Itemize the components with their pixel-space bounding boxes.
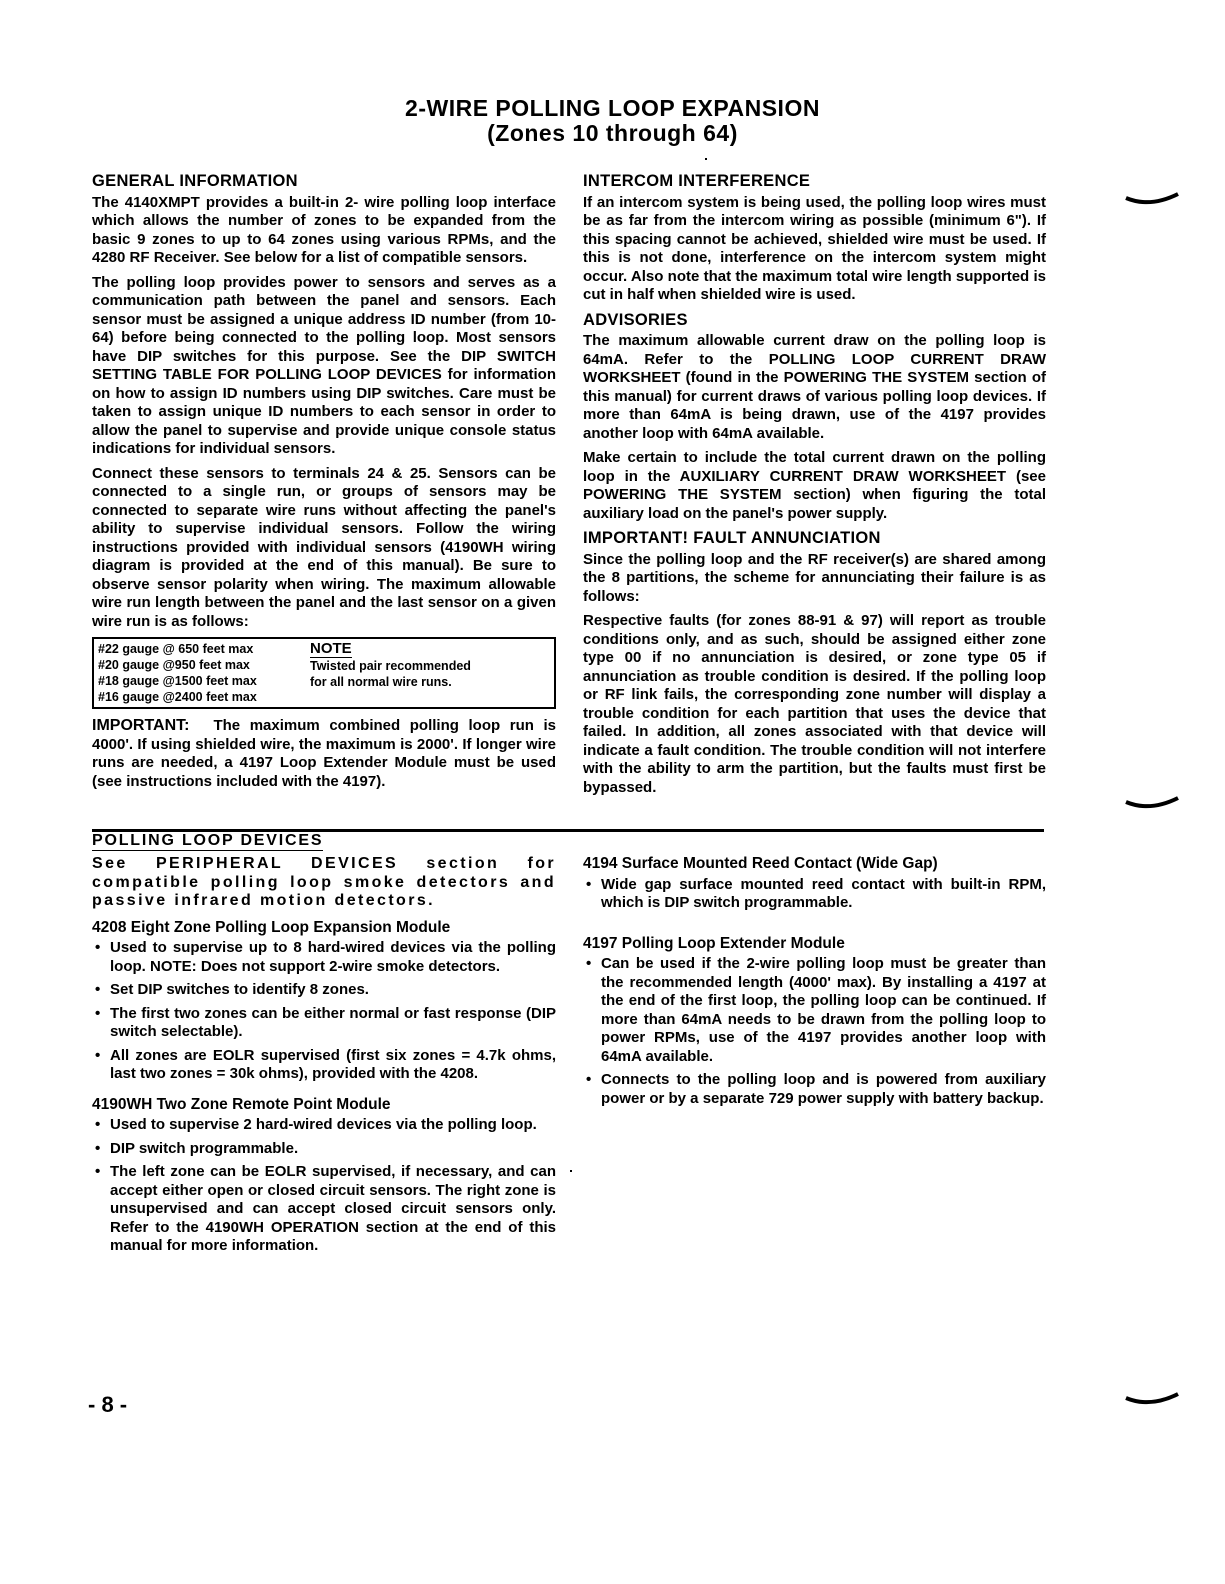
list-item: • Used to supervise up to 8 hard-wired devices via the polling loop. NOTE: Does not support 2-wire smoke detectors. [92,939,556,976]
gauge-row: #22 gauge @ 650 feet max [98,642,254,656]
binder-mark-icon [1122,192,1182,212]
list-item: • Can be used if the 2-wire polling loop must be greater than the recommended length (4000' max). By installing a 4197 at the end of the first loop, the polling loop can be continued. If more than 64mA needs to be drawn from the polling loop to power RPMs, use of the 4197 provides another loop with 64mA available. [583,955,1046,1066]
binder-mark-icon [1122,1392,1182,1412]
title-line-2: (Zones 10 through 64) [487,120,738,146]
left-column [92,170,556,797]
advisories-paragraph-2: Make certain to include the total current drawn on the polling loop in the AUXILIARY CURRENT DRAW WORKSHEET (see POWERING THE SYSTEM section) when figuring the total auxiliary load on the panel's power supply. [583,449,1046,522]
gauge-table [92,637,556,709]
list-item: • Set DIP switches to identify 8 zones. [92,981,556,1000]
important-text: The maximum combined polling loop run is 4000'. If using shielded wire, the maximum is 2000'. If longer wire runs are needed, a 4197 Loop Extender Module must be used (see instructions included with the 4197). [92,717,556,790]
gauge-note-line-2: for all normal wire runs. [310,675,452,689]
devices-intro: See PERIPHERAL DEVICES section for compatible polling loop smoke detectors and passive infrared motion detectors. [92,855,556,909]
general-paragraph-3: Connect these sensors to terminals 24 & 25. Sensors can be connected to a single run, or groups of sensors may be connected to separate wire runs without affecting the panel's ability to supervise individual sensors. Follow the wiring instructions provided with individual sensors (4190WH wiring diagram is provided at the end of this manual). Be sure to observe sensor polarity when wiring. The maximum allowable wire run length between the panel and the last sensor on a given wire run is as follows: [92,464,556,630]
list-item: • Connects to the polling loop and is powered from auxiliary power or by a separate 729 power supply with battery backup. [583,1071,1046,1108]
important-max-run [92,717,556,791]
module-4208-heading: 4208 Eight Zone Polling Loop Expansion Module [92,918,451,936]
gauge-list [98,641,310,705]
general-paragraph-2: The polling loop provides power to sensors and serves as a communication path between the panel and sensors. Each sensor must be assigned a unique address ID number (from 10-64) before being connected to the polling loop. Most sensors have DIP switches for this purpose. See the DIP SWITCH SETTING TABLE FOR POLLING LOOP DEVICES for information on how to assign ID numbers using DIP switches. Care must be taken to assign unique ID numbers to each sensor in order to allow the panel to supervise and provide unique console status indications for individual sensors. [92,273,556,457]
module-4194-list [583,876,1046,913]
advisories-heading: ADVISORIES [583,310,688,329]
list-item: • Wide gap surface mounted reed contact with built-in RPM, which is DIP switch programmable. [583,876,1046,913]
right-column [583,170,1046,803]
list-item: • The first two zones can be either normal or fast response (DIP switch selectable). [92,1005,556,1042]
module-4194-heading: 4194 Surface Mounted Reed Contact (Wide Gap) [583,855,938,872]
module-4197-list [583,955,1046,1108]
intercom-paragraph: If an intercom system is being used, the polling loop wires must be as far from the intercom wiring as possible (minimum 6"). If this spacing cannot be achieved, shielded wire must be used. If this is not done, interference on the intercom system might occur. Also note that the maximum total wire length supported is cut in half when shielded wire is used. [583,193,1046,303]
gauge-row: #18 gauge @1500 feet max [98,674,257,688]
gauge-row: #16 gauge @2400 feet max [98,690,257,704]
page-title [0,96,1225,146]
general-paragraph-1: The 4140XMPT provides a built-in 2- wire polling loop interface which allows the number of zones to be expanded from the basic 9 zones to up to 64 zones using various RPMs, and the 4280 RF Receiver. See below for a list of compatible sensors. [92,193,556,266]
title-line-1: 2-WIRE POLLING LOOP EXPANSION [405,95,820,121]
scan-speck [570,1170,572,1172]
advisories-paragraph-1: The maximum allowable current draw on the polling loop is 64mA. Refer to the POLLING LOOP CURRENT DRAW WORKSHEET (found in the POWERING THE SYSTEM section of this manual) for current draws of various polling loop devices. If more than 64mA is being drawn, use of the 4197 provides another loop with 64mA available. [583,332,1046,442]
gauge-row: #20 gauge @950 feet max [98,658,250,672]
module-4190wh-list [92,1116,556,1256]
scan-speck [705,158,707,160]
fault-paragraph-2: Respective faults (for zones 88-91 & 97) will report as trouble conditions only, and as such, should be assigned either zone type 00 if no annunciation is desired, or zone type 05 if annunciation as trouble condition is desired. If the polling loop or RF link fails, the corresponding zone number will display a trouble condition for each partition that uses the device that failed. In addition, all zones associated with that device will indicate a fault condition. The trouble condition will not interfere with the ability to arm the partition, but the faults must first be bypassed. [583,612,1046,796]
page-number: - 8 - [88,1392,128,1417]
fault-heading: IMPORTANT! FAULT ANNUNCIATION [583,529,881,547]
gauge-note-line-1: Twisted pair recommended [310,659,471,673]
devices-left-column [92,855,556,1262]
list-item: • The left zone can be EOLR supervised, if necessary, and can accept either open or closed circuit sensors. The right zone is unsupervised and can accept closed circuit sensors only. Refer to the 4190WH OPERATION section at the end of this manual for more information. [92,1163,556,1256]
gauge-note-label: NOTE [310,640,352,657]
fault-paragraph-1: Since the polling loop and the RF receiver(s) are shared among the 8 partitions, the scheme for annunciating their failure is as follows: [583,550,1046,605]
list-item: • DIP switch programmable. [92,1140,556,1159]
general-heading: GENERAL INFORMATION [92,172,298,190]
list-item: • Used to supervise 2 hard-wired devices via the polling loop. [92,1116,556,1135]
module-4208-list [92,939,556,1084]
devices-section-heading: POLLING LOOP DEVICES [92,832,324,849]
module-4197-heading: 4197 Polling Loop Extender Module [583,934,845,952]
list-item: • All zones are EOLR supervised (first six zones = 4.7k ohms, last two zones = 30k ohms), provided with the 4208. [92,1047,556,1084]
intercom-heading: INTERCOM INTERFERENCE [583,172,811,190]
module-4190wh-heading: 4190WH Two Zone Remote Point Module [92,1095,391,1113]
binder-mark-icon [1122,796,1182,816]
important-label: IMPORTANT: [92,717,190,734]
devices-right-column [583,855,1046,1114]
gauge-note [310,641,550,705]
